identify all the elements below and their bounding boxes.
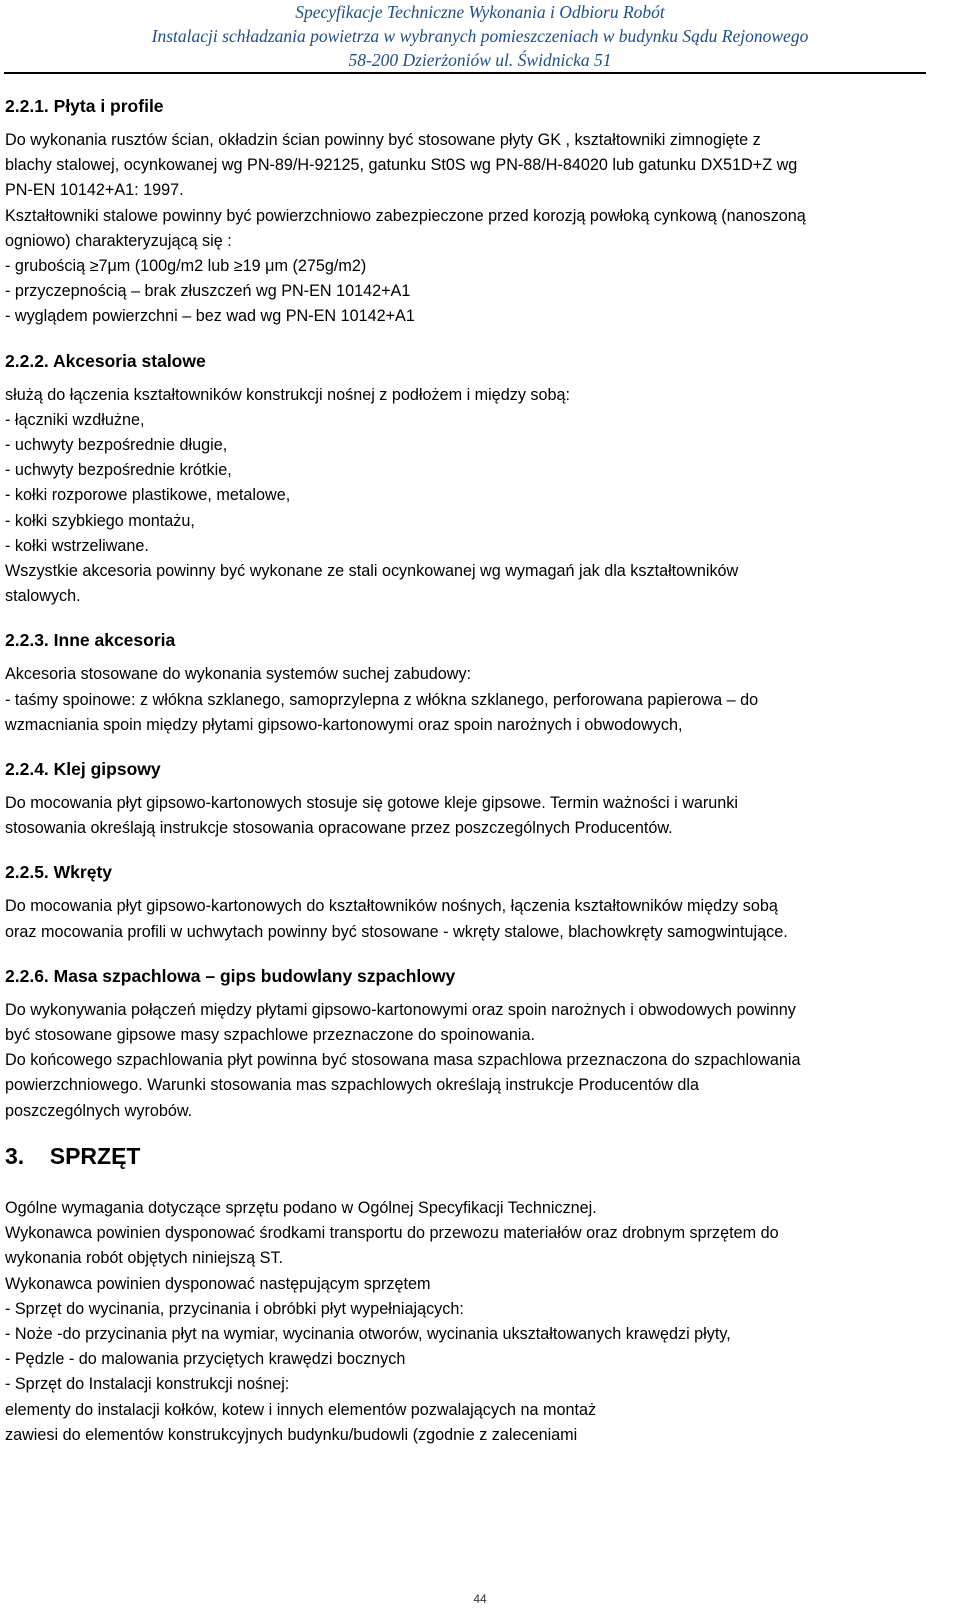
list-item: - kołki wstrzeliwane. <box>5 536 149 555</box>
section-heading-2-2-4: 2.2.4. Klej gipsowy <box>5 759 161 780</box>
section-heading-2-2-2: 2.2.2. Akcesoria stalowe <box>5 350 206 371</box>
paragraph-line: wykonania robót objętych niniejszą ST. <box>5 1249 284 1268</box>
paragraph-line: Do wykonania rusztów ścian, okładzin ścian powinny być stosowane płyty GK , kształtowniki zimnogięte z <box>5 131 761 149</box>
section-heading-2-2-5: 2.2.5. Wkręty <box>5 862 112 883</box>
paragraph-line: oraz mocowania profili w uchwytach powinny być stosowane - wkręty stalowe, blachowkręty samogwintujące. <box>5 922 788 941</box>
header-divider <box>4 72 926 74</box>
list-item: - uchwyty bezpośrednie krótkie, <box>5 461 232 480</box>
section-heading-2-2-1: 2.2.1. Płyta i profile <box>5 96 164 116</box>
chapter-heading-3: 3. SPRZĘT <box>5 1142 141 1169</box>
paragraph-line: Wszystkie akcesoria powinny być wykonane ze stali ocynkowanej wg wymagań jak dla kształtowników <box>5 562 739 581</box>
paragraph-line: poszczególnych wyrobów. <box>5 1101 193 1120</box>
paragraph-line: Do mocowania płyt gipsowo-kartonowych do kształtowników nośnych, łączenia kształtowników między sobą <box>5 897 778 916</box>
list-item: - taśmy spoinowe: z włókna szklanego, samoprzylepna z włókna szklanego, perforowana papierowa – do <box>5 690 759 709</box>
page-number: 44 <box>473 1592 487 1606</box>
header-subtitle: Instalacji schładzania powietrza w wybranych pomieszczeniach w budynku Sądu Rejonowego <box>151 26 809 46</box>
section-heading-2-2-3: 2.2.3. Inne akcesoria <box>5 630 176 651</box>
paragraph-line: Kształtowniki stalowe powinny być powierzchniowo zabezpieczone przed korozją powłoką cynkową (nanoszoną <box>5 206 806 225</box>
paragraph-line: służą do łączenia kształtowników konstrukcji nośnej z podłożem i między sobą: <box>5 385 571 404</box>
header-title: Specyfikacje Techniczne Wykonania i Odbioru Robót <box>295 2 665 22</box>
paragraph-line: elementy do instalacji kołków, kotew i innych elementów pozwalających na montaż <box>5 1400 597 1419</box>
paragraph-line: Do końcowego szpachlowania płyt powinna być stosowana masa szpachlowa przeznaczona do szpachlowania <box>5 1051 801 1070</box>
paragraph-line: Do mocowania płyt gipsowo-kartonowych stosuje się gotowe kleje gipsowe. Termin ważności i warunki <box>5 794 738 813</box>
list-item: - wyglądem powierzchni – bez wad wg PN-EN 10142+A1 <box>5 307 415 326</box>
paragraph-line: Wykonawca powinien dysponować następującym sprzętem <box>5 1274 431 1293</box>
list-item: - Sprzęt do wycinania, przycinania i obróbki płyt wypełniających: <box>5 1299 464 1318</box>
section-heading-2-2-6: 2.2.6. Masa szpachlowa – gips budowlany szpachlowy <box>5 965 456 986</box>
list-item: - łączniki wzdłużne, <box>5 410 145 429</box>
paragraph-line: PN-EN 10142+A1: 1997. <box>5 181 184 200</box>
list-item: - Pędzle - do malowania przyciętych krawędzi bocznych <box>5 1350 406 1369</box>
paragraph-line: Wykonawca powinien dysponować środkami transportu do przewozu materiałów oraz drobnym sprzętem do <box>5 1224 779 1243</box>
paragraph-line: być stosowane gipsowe masy szpachlowe przeznaczone do spoinowania. <box>5 1026 535 1045</box>
document-header <box>0 0 960 72</box>
paragraph-line: ogniowo) charakteryzującą się : <box>5 231 232 250</box>
paragraph-line: blachy stalowej, ocynkowanej wg PN-89/H-92125, gatunku St0S wg PN-88/H-84020 lub gatunku DX51D+Z wg <box>5 156 798 175</box>
document-body <box>5 93 950 1448</box>
paragraph-line: Ogólne wymagania dotyczące sprzętu podano w Ogólnej Specyfikacji Technicznej. <box>5 1198 597 1217</box>
paragraph-line: stosowania określają instrukcje stosowania opracowane przez poszczególnych Producentów. <box>5 819 673 838</box>
paragraph-line: Akcesoria stosowane do wykonania systemów suchej zabudowy: <box>5 665 472 684</box>
list-item: - kołki szybkiego montażu, <box>5 511 195 530</box>
list-item: - przyczepnością – brak złuszczeń wg PN-EN 10142+A1 <box>5 282 411 301</box>
paragraph-line: zawiesi do elementów konstrukcyjnych budynku/budowli (zgodnie z zaleceniami <box>5 1425 578 1444</box>
paragraph-line: powierzchniowego. Warunki stosowania mas szpachlowych określają instrukcje Producentów dla <box>5 1076 699 1095</box>
list-item: - grubością ≥7μm (100g/m2 lub ≥19 μm (275g/m2) <box>5 257 367 276</box>
header-address: 58-200 Dzierżoniów ul. Świdnicka 51 <box>348 50 612 70</box>
list-item: - Noże -do przycinania płyt na wymiar, wycinania otworów, wycinania ukształtowanych krawędzi płyty, <box>5 1324 731 1343</box>
paragraph-line: stalowych. <box>5 587 81 606</box>
paragraph-line: wzmacniania spoin między płytami gipsowo-kartonowymi oraz spoin narożnych i obwodowych, <box>5 715 683 734</box>
list-item: - Sprzęt do Instalacji konstrukcji nośnej: <box>5 1375 290 1394</box>
list-item: - kołki rozporowe plastikowe, metalowe, <box>5 486 291 505</box>
paragraph-line: Do wykonywania połączeń między płytami gipsowo-kartonowymi oraz spoin narożnych i obwodowych powinny <box>5 1000 796 1019</box>
list-item: - uchwyty bezpośrednie długie, <box>5 436 228 455</box>
